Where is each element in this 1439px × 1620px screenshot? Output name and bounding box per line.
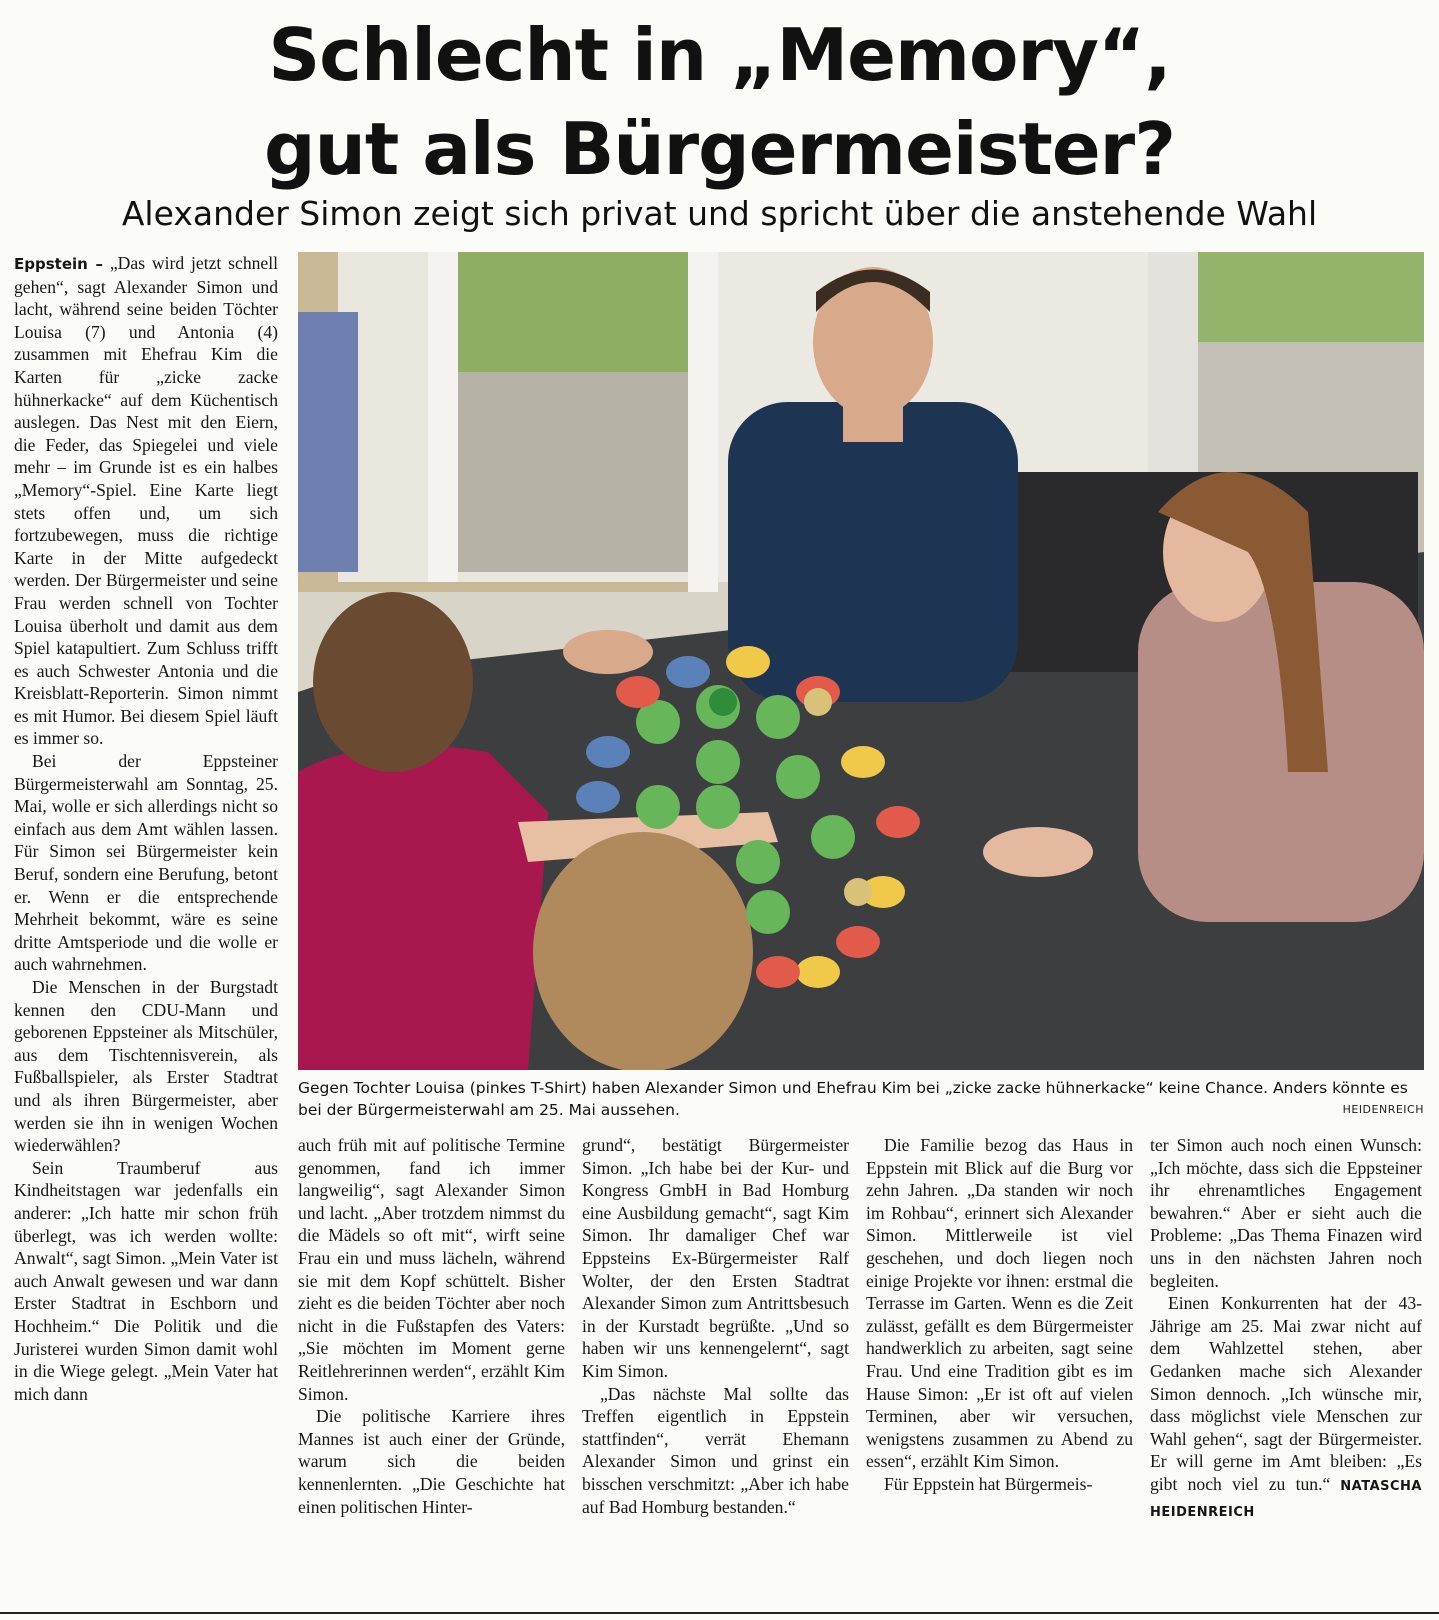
paragraph (14, 252, 278, 750)
photo-caption (298, 1077, 1424, 1121)
article-photo (298, 252, 1424, 1070)
paragraph (1150, 1292, 1422, 1524)
dateline: Eppstein – (14, 255, 103, 273)
headline-line-1: Schlecht in „Memory“, (268, 13, 1171, 97)
paragraph-text: Einen Konkurrenten hat der 43-Jährige am 25. Mai zwar nicht auf dem Wahlzettel stehen, aber Gedanken mache sich Alexander Simon dennoch. „Ich wünsche mir, dass möglichst viele Menschen zur Wahl gehen“, sagt der Bürgermeister. Er will gerne im Amt bleiben: „Es gibt noch viel zu tun.“ (1150, 1293, 1422, 1494)
paragraph: Bei der Eppsteiner Bürgermeisterwahl am Sonntag, 25. Mai, wolle er sich allerdings nicht so einfach aus dem Amt wählen lassen. Für Simon sei Bürgermeister kein Beruf, sondern eine Berufung, betont er. Wenn er die entsprechende Mehrheit bekommt, wäre es seine dritte Amtsperiode und die wolle er auch wahrnehmen. (14, 751, 278, 975)
article-column-2 (298, 1134, 565, 1518)
headline-line-2: gut als Bürgermeister? (264, 107, 1175, 191)
author-byline: NATASCHA HEIDENREICH (1150, 1478, 1422, 1520)
paragraph: Die Familie bezog das Haus in Eppstein mit Blick auf die Burg vor zehn Jahren. „Da standen wir noch im Rohbau“, erinnert sich Alexander Simon. Mittlerweile ist viel geschehen, und doch liegen noch einige Projekte vor ihnen: erstmal die Terrasse im Garten. Wenn es die Zeit zulässt, gefällt es dem Bürgermeister handwerklich zu arbeiten, sagt seine Frau. Und eine Tradition gibt es im Hause Simon: „Er ist oft auf vielen Terminen, aber wir versuchen, wenigstens zusammen zu Abend zu essen“, erzählt Kim Simon. (866, 1135, 1133, 1472)
photo-credit: HEIDENREICH (1342, 1103, 1424, 1116)
paragraph: grund“, bestätigt Bürgermeister Simon. „Ich habe bei der Kur- und Kongress GmbH in Bad Homburg eine Ausbildung gemacht“, sagt Kim Simon. Ihr damaliger Chef war Eppsteins Ex-Bürgermeister Ralf Wolter, der den Ersten Stadtrat Alexander Simon zum Antrittsbesuch in der Kurstadt begrüßte. „Und so haben wir uns kennengelernt“, sagt Kim Simon. (582, 1135, 849, 1381)
article-column-1 (14, 252, 278, 1405)
paragraph: Für Eppstein hat Bürgermeis- (884, 1473, 1093, 1494)
paragraph-text: „Das wird jetzt schnell gehen“, sagt Alexander Simon und lacht, während seine beiden Töchter Louisa (7) und Antonia (4) zusammen mit Ehefrau Kim die Karten für „zicke zacke hühnerkacke“ auf dem Küchentisch auslegen. Das Nest mit den Eiern, die Feder, das Spiegelei und viele mehr – im Grunde ist es ein halbes „Memory“-Spiel. Eine Karte liegt stets offen und, um sich fortzubewegen, muss die richtige Karte in der Mitte aufgedeckt werden. Der Bürgermeister und seine Frau werden schnell von Tochter Louisa überholt und damit aus dem Spiel katapultiert. Zum Schluss trifft es auch Schwester Antonia und die Kreisblatt-Reporterin. Simon nimmt es mit Humor. Bei diesem Spiel läuft es immer so. (14, 253, 278, 749)
paragraph: „Das nächste Mal sollte das Treffen eigentlich in Eppstein stattfinden“, verrät Ehemann Alexander Simon und grinst ein bisschen verschmitzt: „Aber ich habe auf Bad Homburg bestanden.“ (582, 1383, 849, 1517)
paragraph: Sein Traumberuf aus Kindheitstagen war jedenfalls ein anderer: „Ich hatte mir schon früh überlegt, was ich werden wollte: Anwalt“, sagt Simon. „Mein Vater ist auch Anwalt gewesen und war dann Erster Stadtrat in Eschborn und Hochheim.“ Die Politik und die Juristerei wurden Simon damit wohl in die Wiege gelegt. „Mein Vater hat mich dann (14, 1157, 278, 1404)
headline (0, 8, 1439, 196)
caption-text: Gegen Tochter Louisa (pinkes T-Shirt) haben Alexander Simon und Ehefrau Kim bei „zicke zacke hühnerkacke“ keine Chance. Anders könnte es bei der Bürgermeisterwahl am 25. Mai aussehen. (298, 1079, 1408, 1119)
article-column-3 (582, 1134, 849, 1518)
subheadline: Alexander Simon zeigt sich privat und spricht über die anstehende Wahl (121, 194, 1318, 233)
paragraph: auch früh mit auf politische Termine genommen, fand ich immer langweilig“, sagt Alexander Simon und lacht. „Aber trotzdem nimmst du die Mädels so oft mit“, wirft seine Frau ein und muss lächeln, während sie mit dem Kopf schüttelt. Bisher zieht es die beiden Töchter aber noch nicht in die Fußstapfen des Vaters: „Sie möchten im Moment gerne Reitlehrerinnen werden“, erzählt Kim Simon. (298, 1135, 565, 1404)
article-column-4 (866, 1134, 1133, 1496)
paragraph: Die politische Karriere ihres Mannes ist auch einer der Gründe, warum sich die beiden kennenlernten. „Die Geschichte hat einen politischen Hinter- (298, 1406, 565, 1517)
article-column-5 (1150, 1134, 1422, 1524)
paragraph: Die Menschen in der Burgstadt kennen den CDU-Mann und geborenen Eppsteiner als Mitschüler, aus dem Tischtennisverein, als Fußballspieler, als Erster Stadtrat und als ihren Bürgermeister, aber werden sie ihn in wenigen Wochen wiederwählen? (14, 977, 278, 1156)
paragraph: ter Simon auch noch einen Wunsch: „Ich möchte, dass sich die Eppsteiner ihr ehrenamtliches Engagement bewahren.“ Aber er sieht auch die Probleme: „Das Thema Finazen wird uns in den nächsten Jahren noch begleiten. (1150, 1135, 1422, 1291)
bottom-rule (0, 1612, 1439, 1614)
